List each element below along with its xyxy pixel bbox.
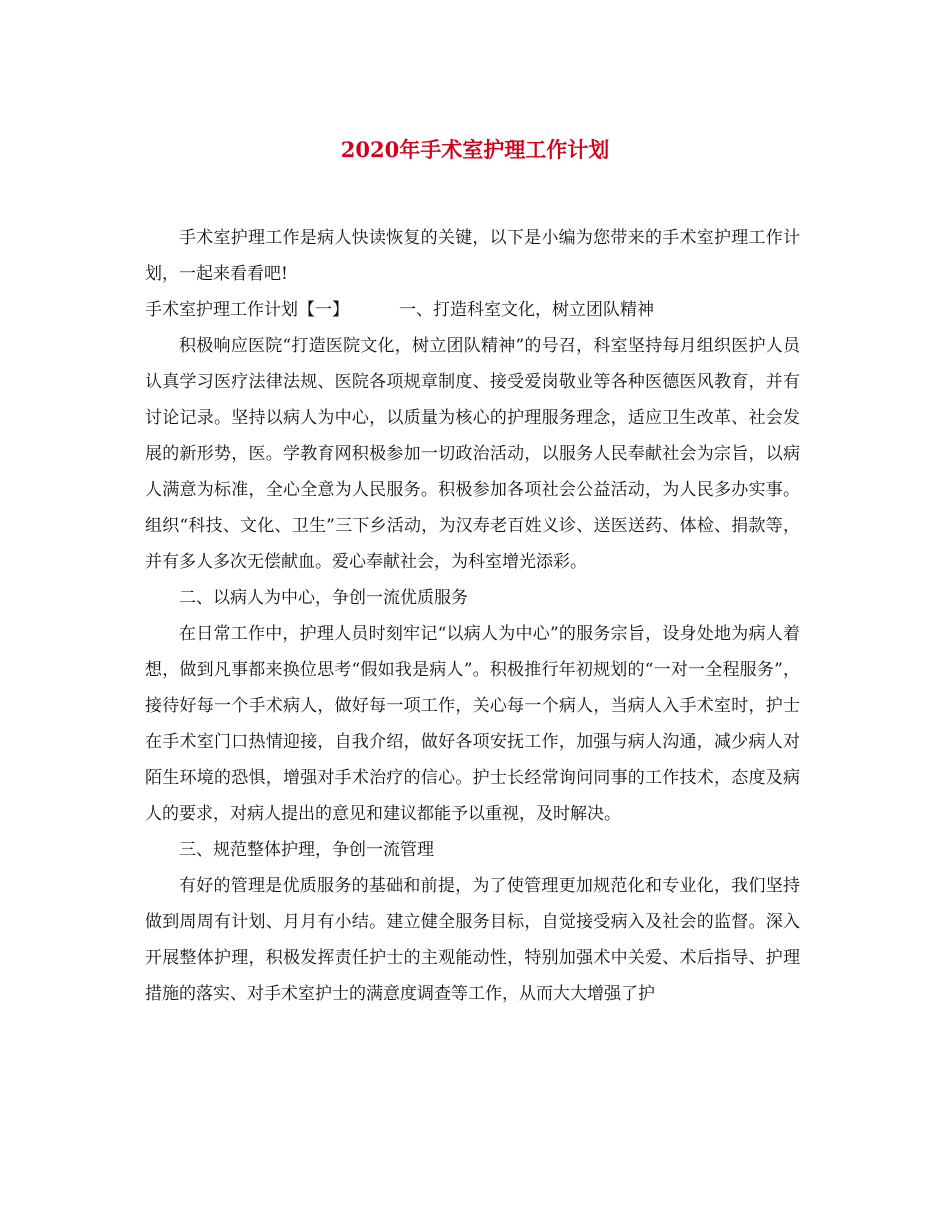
section1-heading: 一、打造科室文化，树立团队精神: [399, 300, 654, 320]
section3-heading: 三、规范整体护理，争创一流管理: [179, 840, 434, 860]
section3-paragraph: 有好的管理是优质服务的基础和前提，为了使管理更加规范化和专业化，我们坚持做到周周有计划、月月有小结。建立健全服务目标，自觉接受病入及社会的监督。深入开展整体护理，积极发挥责任护士的主观能动性，特别加强术中关爱、术后指导、护理措施的落实、对手术室护士的满意度调查等工作，从而大大增强了护: [145, 876, 800, 1004]
document-title: 2020年手术室护理工作计划: [340, 137, 610, 162]
section1-paragraph: 积极响应医院“打造医院文化，树立团队精神”的号召，科室坚持每月组织医护人员认真学习医疗法律法规、医院各项规章制度、接受爱岗敬业等各种医德医风教育，并有讨论记录。坚持以病人为中心，以质量为核心的护理服务理念，适应卫生改革、社会发展的新形势，医。学教育网积极参加一切政治活动，以服务人民奉献社会为宗旨，以病人满意为标准，全心全意为人民服务。积极参加各项社会公益活动，为人民多办实事。组织“科技、文化、卫生”三下乡活动，为汉寿老百姓义诊、送医送药、体检、捐款等，并有多人多次无偿献血。爱心奉献社会，为科室增光添彩。: [145, 336, 800, 572]
intro-paragraph: 手术室护理工作是病人快读恢复的关键，以下是小编为您带来的手术室护理工作计划，一起来看看吧!: [145, 228, 800, 284]
document-body: [145, 220, 800, 1012]
plan-label: 手术室护理工作计划【一】: [145, 300, 349, 320]
plan-heading-line: [145, 292, 800, 328]
section2-heading: 二、以病人为中心，争创一流优质服务: [179, 588, 468, 608]
section2-paragraph: 在日常工作中，护理人员时刻牢记“以病人为中心”的服务宗旨，设身处地为病人着想，做到凡事都来换位思考“假如我是病人”。积极推行年初规划的“一对一全程服务”，接待好每一个手术病人，做好每一项工作，关心每一个病人，当病人入手术室时，护士在手术室门口热情迎接，自我介绍，做好各项安抚工作，加强与病人沟通，减少病人对陌生环境的恐惧，增强对手术治疗的信心。护士长经常询问同事的工作技术，态度及病人的要求，对病人提出的意见和建议都能予以重视，及时解决。: [145, 624, 800, 824]
